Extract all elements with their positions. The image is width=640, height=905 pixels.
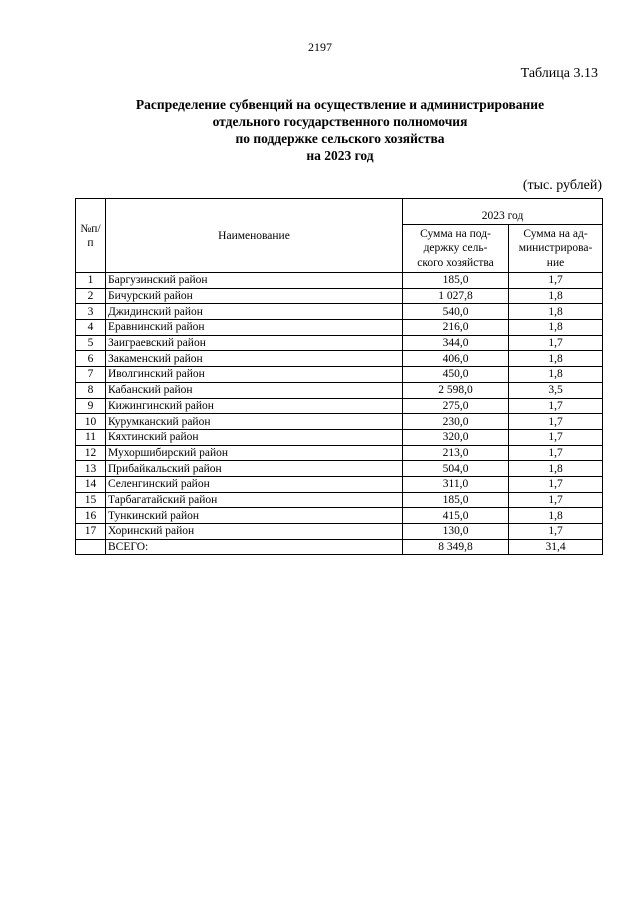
row-number: 14 <box>76 476 106 492</box>
table-body <box>76 273 603 555</box>
administration-amount: 1,7 <box>509 414 603 430</box>
header-name: Наименование <box>106 199 403 273</box>
administration-amount: 1,8 <box>509 351 603 367</box>
table-row <box>76 382 603 398</box>
row-number: 5 <box>76 335 106 351</box>
row-number: 13 <box>76 461 106 477</box>
row-number: 1 <box>76 273 106 289</box>
table-row <box>76 429 603 445</box>
header-year: 2023 год <box>403 199 603 225</box>
table-row <box>76 445 603 461</box>
row-number: 15 <box>76 492 106 508</box>
district-name: Джидинский район <box>106 304 403 320</box>
agri-support-amount: 320,0 <box>403 429 509 445</box>
agri-support-amount: 406,0 <box>403 351 509 367</box>
district-name: Иволгинский район <box>106 367 403 383</box>
administration-amount: 1,7 <box>509 398 603 414</box>
district-name: Бичурский район <box>106 288 403 304</box>
administration-amount: 1,7 <box>509 492 603 508</box>
table-row <box>76 461 603 477</box>
title-line: Распределение субвенций на осуществление и администрирование <box>135 97 545 112</box>
table-row <box>76 288 603 304</box>
administration-amount: 1,7 <box>509 429 603 445</box>
subvention-table <box>75 198 603 555</box>
table-row <box>76 492 603 508</box>
agri-support-amount: 311,0 <box>403 476 509 492</box>
administration-amount: 1,8 <box>509 461 603 477</box>
district-name: Мухоршибирский район <box>106 445 403 461</box>
administration-amount: 1,8 <box>509 304 603 320</box>
row-number: 8 <box>76 382 106 398</box>
district-name: Селенгинский район <box>106 476 403 492</box>
administration-amount: 1,7 <box>509 273 603 289</box>
row-number: 16 <box>76 508 106 524</box>
agri-support-amount: 540,0 <box>403 304 509 320</box>
agri-support-amount: 450,0 <box>403 367 509 383</box>
district-name: Баргузинский район <box>106 273 403 289</box>
table-row <box>76 398 603 414</box>
table-row <box>76 273 603 289</box>
district-name: Прибайкальский район <box>106 461 403 477</box>
district-name: Тункинский район <box>106 508 403 524</box>
header-line: Сумма на под- <box>420 227 491 240</box>
administration-amount: 1,8 <box>509 288 603 304</box>
table-label: Таблица 3.13 <box>520 66 598 81</box>
header-line: министрирова- <box>518 242 593 255</box>
district-name: Заиграевский район <box>106 335 403 351</box>
header-line: Сумма на ад- <box>523 227 588 240</box>
administration-amount: 1,8 <box>509 320 603 336</box>
district-name: ВСЕГО: <box>106 539 403 555</box>
agri-support-amount: 213,0 <box>403 445 509 461</box>
header-agri-support <box>403 225 509 273</box>
table-row <box>76 304 603 320</box>
table-row <box>76 320 603 336</box>
district-name: Еравнинский район <box>106 320 403 336</box>
row-number: 6 <box>76 351 106 367</box>
title-line: по поддержке сельского хозяйства <box>235 131 445 146</box>
district-name: Кижингинский район <box>106 398 403 414</box>
district-name: Курумканский район <box>106 414 403 430</box>
row-number: 17 <box>76 524 106 540</box>
agri-support-amount: 130,0 <box>403 524 509 540</box>
row-number: 12 <box>76 445 106 461</box>
agri-support-amount: 2 598,0 <box>403 382 509 398</box>
table-row <box>76 508 603 524</box>
district-name: Кабанский район <box>106 382 403 398</box>
district-name: Хоринский район <box>106 524 403 540</box>
agri-support-amount: 415,0 <box>403 508 509 524</box>
table-row <box>76 367 603 383</box>
administration-amount: 1,7 <box>509 445 603 461</box>
row-number <box>76 539 106 555</box>
administration-amount: 31,4 <box>509 539 603 555</box>
district-name: Закаменский район <box>106 351 403 367</box>
administration-amount: 1,7 <box>509 335 603 351</box>
header-administration <box>509 225 603 273</box>
title-line: отдельного государственного полномочия <box>212 114 468 129</box>
agri-support-amount: 8 349,8 <box>403 539 509 555</box>
page-number: 2197 <box>308 40 332 54</box>
district-name: Кяхтинский район <box>106 429 403 445</box>
agri-support-amount: 185,0 <box>403 492 509 508</box>
agri-support-amount: 230,0 <box>403 414 509 430</box>
row-number: 7 <box>76 367 106 383</box>
table-row <box>76 335 603 351</box>
administration-amount: 1,8 <box>509 367 603 383</box>
agri-support-amount: 504,0 <box>403 461 509 477</box>
agri-support-amount: 1 027,8 <box>403 288 509 304</box>
document-title <box>60 96 620 164</box>
row-number: 10 <box>76 414 106 430</box>
agri-support-amount: 344,0 <box>403 335 509 351</box>
row-number: 2 <box>76 288 106 304</box>
administration-amount: 1,7 <box>509 524 603 540</box>
row-number: 3 <box>76 304 106 320</box>
header-num: №п/п <box>76 199 106 273</box>
table-row <box>76 351 603 367</box>
administration-amount: 1,7 <box>509 476 603 492</box>
agri-support-amount: 275,0 <box>403 398 509 414</box>
total-row <box>76 539 603 555</box>
header-line: ского хозяйства <box>417 256 494 269</box>
agri-support-amount: 185,0 <box>403 273 509 289</box>
administration-amount: 1,8 <box>509 508 603 524</box>
units-label: (тыс. рублей) <box>522 178 602 193</box>
table-row <box>76 414 603 430</box>
row-number: 4 <box>76 320 106 336</box>
row-number: 9 <box>76 398 106 414</box>
table-row <box>76 476 603 492</box>
table-row <box>76 524 603 540</box>
header-line: держку сель- <box>423 242 488 255</box>
district-name: Тарбагатайский район <box>106 492 403 508</box>
header-line: ние <box>546 256 565 269</box>
agri-support-amount: 216,0 <box>403 320 509 336</box>
administration-amount: 3,5 <box>509 382 603 398</box>
row-number: 11 <box>76 429 106 445</box>
title-line: на 2023 год <box>306 148 374 163</box>
